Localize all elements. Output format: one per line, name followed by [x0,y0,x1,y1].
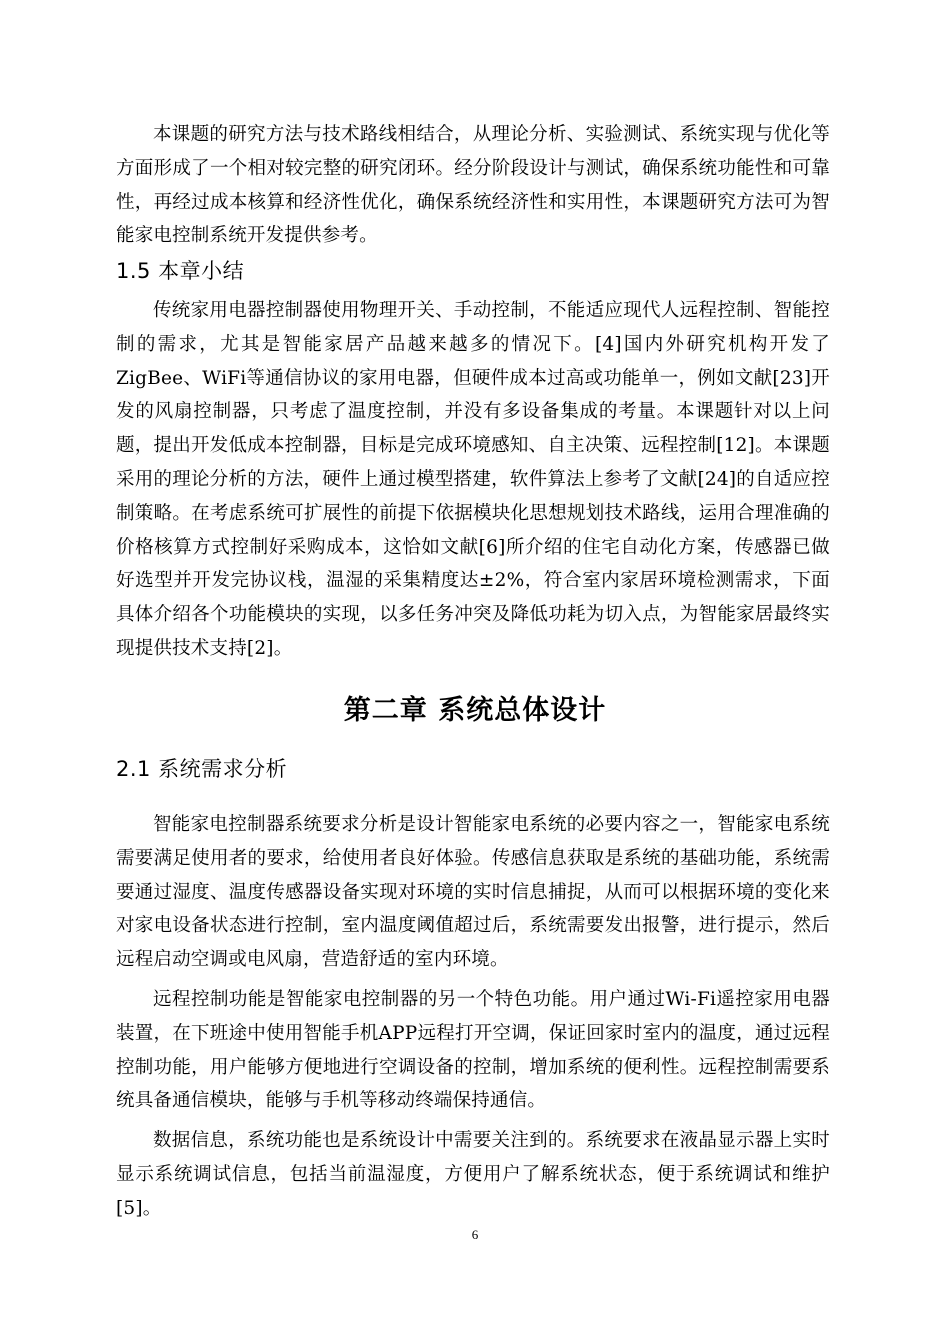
paragraph-research-method: 本课题的研究方法与技术路线相结合，从理论分析、实验测试、系统实现与优化等方面形成了一个相对较完整的研究闭环。经分阶段设计与测试，确保系统功能性和可靠性，再经过成本核算和经济性优化，确保系统经济性和实用性，本课题研究方法可为智能家电控制系统开发提供参考。 [116,124,830,247]
section-heading-2-1: 2.1 系统需求分析 [116,757,288,781]
paragraph-chapter-summary: 传统家用电器控制器使用物理开关、手动控制，不能适应现代人远程控制、智能控制的需求，尤其是智能家居产品越来越多的情况下。[4]国内外研究机构开发了ZigBee、WiFi等通信协议的家用电器，但硬件成本过高或功能单一，例如文献[23]开发的风扇控制器，只考虑了温度控制，并没有多设备集成的考量。本课题针对以上问题，提出开发低成本控制器，目标是完成环境感知、自主决策、远程控制[12]。本课题采用的理论分析的方法，硬件上通过模型搭建，软件算法上参考了文献[24]的自适应控制策略。在考虑系统可扩展性的前提下依据模块化思想规划技术路线，运用合理准确的价格核算方式控制好采购成本，这恰如文献[6]所介绍的住宅自动化方案，传感器已做好选型并开发完协议栈，温湿的采集精度达±2%，符合室内家居环境检测需求，下面具体介绍各个功能模块的实现，以多任务冲突及降低功耗为切入点，为智能家居最终实现提供技术支持[2]。 [116,300,830,659]
section-heading-1-5: 1.5 本章小结 [116,259,245,283]
page-number: 6 [471,1227,479,1242]
paragraph-data-display: 数据信息，系统功能也是系统设计中需要关注到的。系统要求在液晶显示器上实时显示系统调试信息，包括当前温湿度，方便用户了解系统状态，便于系统调试和维护[5]。 [116,1130,830,1219]
paragraph-remote-control: 远程控制功能是智能家电控制器的另一个特色功能。用户通过Wi-Fi遥控家用电器装置，在下班途中使用智能手机APP远程打开空调，保证回家时室内的温度，通过远程控制功能，用户能够方便地进行空调设备的控制，增加系统的便利性。远程控制需要系统具备通信模块，能够与手机等移动终端保持通信。 [116,989,830,1112]
paragraph-requirements-analysis: 智能家电控制器系统要求分析是设计智能家电系统的必要内容之一，智能家电系统需要满足使用者的要求，给使用者良好体验。传感信息获取是系统的基础功能，系统需要通过湿度、温度传感器设备实现对环境的实时信息捕捉，从而可以根据环境的变化来对家电设备状态进行控制，室内温度阈值超过后，系统需要发出报警，进行提示，然后远程启动空调或电风扇，营造舒适的室内环境。 [116,814,830,971]
chapter-title: 第二章 系统总体设计 [343,695,607,726]
